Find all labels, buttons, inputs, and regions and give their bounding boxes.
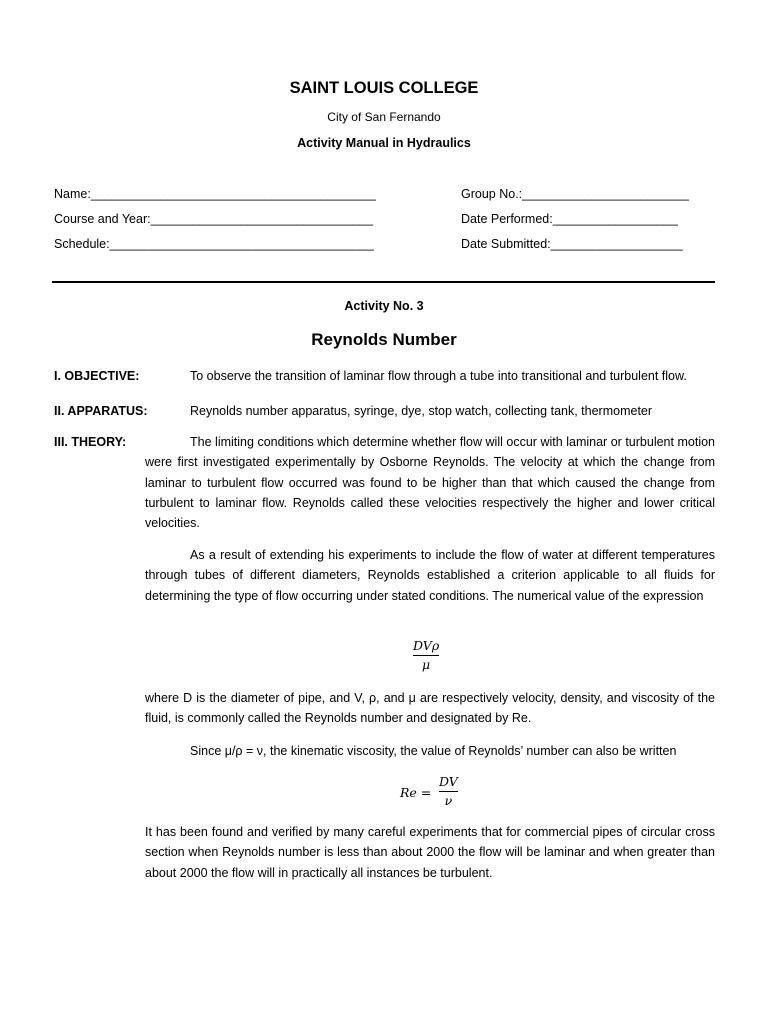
equation-2-fraction-bar	[439, 791, 458, 792]
equation-1-fraction-bar	[413, 655, 439, 656]
theory-paragraph-3: where D is the diameter of pipe, and V, ρ, and μ are respectively velocity, density, and viscosity of the fluid, is commonly called the Reynolds number and designated by Re.	[145, 691, 715, 726]
theory-paragraph-1	[145, 432, 715, 533]
equation-2-lhs: Re =	[400, 785, 432, 800]
activity-title: Reynolds Number	[311, 330, 457, 349]
course-year-field: Course and Year:________________________________	[54, 212, 374, 226]
apparatus-label: II. APPARATUS:	[54, 404, 148, 418]
schedule-field: Schedule:______________________________________	[54, 237, 374, 251]
equation-1-numerator: DVρ	[413, 638, 440, 653]
equation-re	[439, 774, 458, 809]
theory-paragraph-2-text: As a result of extending his experiments to include the flow of water at different temperatures through tubes of different diameters, Reynolds established a criterion applicable to all fluids for determining the type of flow occurring under stated conditions. The numerical value of the expression	[145, 548, 715, 603]
header-divider	[52, 281, 715, 283]
school-name: SAINT LOUIS COLLEGE	[289, 79, 479, 97]
equation-dvrho-over-mu	[413, 638, 439, 673]
equation-2-denominator: ν	[444, 793, 453, 808]
date-submitted-field: Date Submitted:___________________	[461, 237, 683, 251]
name-field: Name:_________________________________________	[54, 187, 376, 201]
theory-paragraph-2	[145, 545, 715, 606]
theory-paragraph-4	[145, 741, 715, 761]
manual-title: Activity Manual in Hydraulics	[297, 136, 471, 150]
theory-paragraph-4-text: Since μ/ρ = ν, the kinematic viscosity, the value of Reynolds’ number can also be written	[190, 744, 677, 758]
group-no-field: Group No.:________________________	[461, 187, 689, 201]
equation-1-denominator: μ	[422, 657, 431, 672]
theory-label: III. THEORY:	[54, 435, 127, 449]
theory-paragraph-1-text: The limiting conditions which determine whether flow will occur with laminar or turbulent motion were first investigated experimentally by Osborne Reynolds. The velocity at which the change from laminar to turbulent flow occurred was found to be higher than that which caused the change from turbulent to laminar flow. Reynolds called these velocities respectively the higher and lower critical velocities.	[145, 435, 715, 531]
date-performed-field: Date Performed:__________________	[461, 212, 678, 226]
activity-number: Activity No. 3	[344, 299, 424, 313]
objective-text: To observe the transition of laminar flow through a tube into transitional and turbulent flow.	[190, 369, 687, 383]
apparatus-text: Reynolds number apparatus, syringe, dye, stop watch, collecting tank, thermometer	[190, 404, 653, 418]
equation-2-numerator: DV	[439, 774, 458, 789]
objective-label: I. OBJECTIVE:	[54, 369, 140, 383]
school-city: City of San Fernando	[327, 110, 441, 124]
theory-paragraph-5: It has been found and verified by many careful experiments that for commercial pipes of circular cross section when Reynolds number is less than about 2000 the flow will be laminar and when greater than about 2000 the flow will in practically all instances be turbulent.	[145, 825, 715, 880]
